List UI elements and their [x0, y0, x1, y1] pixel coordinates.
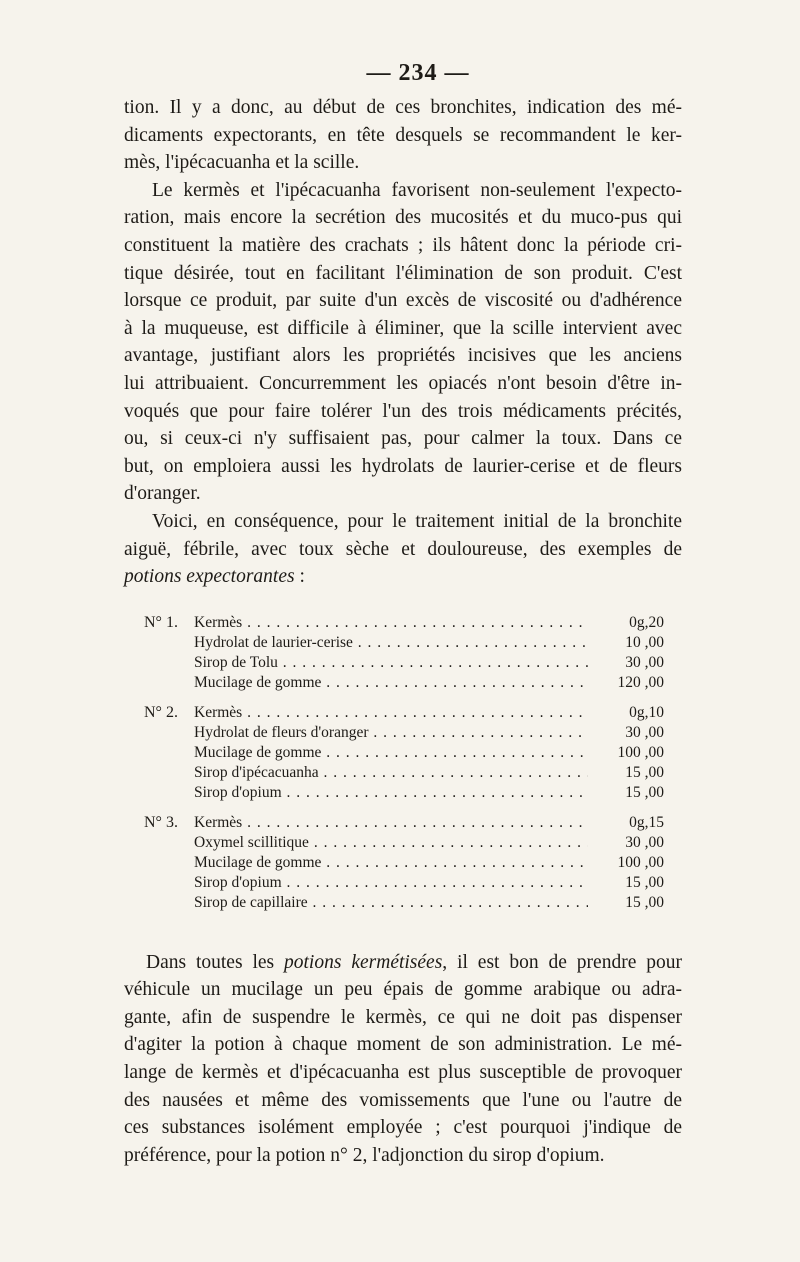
text-line: dicaments expectorants, en tête desquels se recommandent le ker-: [124, 124, 682, 146]
ingredient-name: Sirop d'ipécacuanha . . .: [194, 763, 588, 783]
recipe-1: [144, 613, 664, 693]
page-number: — 234 —: [366, 60, 470, 86]
italic-term: potions kermétisées: [284, 951, 443, 973]
ingredient-name: Sirop d'opium . . .: [194, 873, 588, 893]
paragraph-closing: [124, 949, 682, 977]
text-line: but, on emploiera aussi les hydrolats de laurier-cerise et de fleurs: [124, 455, 682, 477]
ingredient-name: Hydrolat de fleurs d'oranger . . .: [194, 723, 588, 743]
text-line: préférence, pour la potion n° 2, l'adjonction du sirop d'opium.: [124, 1144, 605, 1166]
recipe-2: [144, 703, 664, 803]
ingredient-quantity: 15 ,00: [625, 893, 664, 911]
text-line: [146, 949, 682, 977]
ingredient-name: Mucilage de gomme . . .: [194, 853, 588, 873]
ingredient-quantity: 30 ,00: [625, 723, 664, 741]
book-page: [124, 60, 682, 1169]
ingredient-quantity: 100 ,00: [617, 743, 664, 761]
text-fragment: Dans toutes les: [146, 951, 285, 973]
ingredient-name: Mucilage de gomme . . .: [194, 673, 588, 693]
text-line: mès, l'ipécacuanha et la scille.: [124, 152, 360, 174]
recipe-row: [144, 763, 664, 783]
ingredient-quantity: 15 ,00: [625, 873, 664, 891]
ingredient-name: Sirop de Tolu . . .: [194, 653, 588, 673]
ingredient-quantity: 15 ,00: [625, 763, 664, 781]
recipe-3: [144, 813, 664, 913]
ingredient-name: Hydrolat de laurier-cerise . . .: [194, 633, 588, 653]
text-line: d'oranger.: [124, 483, 201, 505]
recipe-row: [144, 873, 664, 893]
text-fragment: , il est bon de prendre pour: [442, 951, 682, 973]
ingredient-name: Kermès . . .: [194, 703, 588, 723]
text-line: lange de kermès et d'ipécacuanha est plus susceptible de provoquer: [124, 1062, 682, 1084]
text-line: ration, mais encore la secrétion des mucosités et du muco-pus qui: [124, 207, 682, 229]
text-line: Le kermès et l'ipécacuanha favorisent non-seulement l'expecto-: [152, 179, 682, 201]
ingredient-quantity: 120 ,00: [617, 673, 664, 691]
ingredient-quantity: 0g,10: [629, 703, 664, 721]
text-line: Voici, en conséquence, pour le traitement initial de la bronchite: [152, 510, 682, 532]
ingredient-name: Sirop d'opium . . .: [194, 783, 588, 803]
recipe-row: [144, 893, 664, 913]
ingredient-name: Oxymel scillitique . . .: [194, 833, 588, 853]
ingredient-quantity: 10 ,00: [625, 633, 664, 651]
recipe-row: [144, 833, 664, 853]
text-line: lorsque ce produit, par suite d'un excès de viscosité ou d'adhérence: [124, 290, 682, 312]
paragraph-voici: [124, 508, 682, 536]
ingredient-name: Kermès . . .: [194, 613, 588, 633]
recipe-row: [144, 813, 664, 833]
ingredient-name: Mucilage de gomme . . .: [194, 743, 588, 763]
text-line: gante, afin de suspendre le kermès, ce qui ne doit pas dispenser: [124, 1006, 682, 1028]
ingredient-quantity: 15 ,00: [625, 783, 664, 801]
text-line: constituent la matière des crachats ; ils hâtent donc la période cri-: [124, 234, 682, 256]
text-fragment: :: [294, 566, 305, 588]
ingredient-quantity: 30 ,00: [625, 653, 664, 671]
paragraph-kermes: [124, 177, 682, 205]
recipe-list: [144, 613, 664, 913]
recipe-row: [144, 853, 664, 873]
text-line: [124, 563, 682, 591]
text-line: ou, si ceux-ci n'y suffisaient pas, pour calmer la toux. Dans ce: [124, 428, 682, 450]
ingredient-quantity: 0g,20: [629, 613, 664, 631]
text-line: des nausées et même des vomissements que l'une ou l'autre de: [124, 1089, 682, 1111]
text-line: voqués que pour faire tolérer l'un des trois médicaments précités,: [124, 400, 682, 422]
paragraph-kermes-continued: [124, 204, 682, 508]
recipe-number: N° 2.: [144, 703, 178, 721]
text-line: aiguë, fébrile, avec toux sèche et douloureuse, des exemples de: [124, 538, 682, 560]
text-line: avantage, justifiant alors les propriétés incisives que les anciens: [124, 345, 682, 367]
text-line: à la muqueuse, est difficile à éliminer, que la scille intervient avec: [124, 317, 682, 339]
ingredient-quantity: 30 ,00: [625, 833, 664, 851]
text-line: tion. Il y a donc, au début de ces bronchites, indication des mé-: [124, 97, 682, 118]
recipe-row: [144, 703, 664, 723]
text-line: d'agiter la potion à chaque moment de son administration. Le mé-: [124, 1034, 682, 1056]
ingredient-name: Sirop de capillaire . . .: [194, 893, 588, 913]
recipe-number: N° 3.: [144, 813, 178, 831]
ingredient-quantity: 0g,15: [629, 813, 664, 831]
text-line: lui attribuaient. Concurremment les opiacés n'ont besoin d'être in-: [124, 372, 682, 394]
recipe-row: [144, 673, 664, 693]
italic-term: potions expectorantes: [124, 566, 295, 588]
recipe-row: [144, 723, 664, 743]
recipe-row: [144, 783, 664, 803]
text-line: tique désirée, tout en facilitant l'élimination de son produit. C'est: [124, 262, 682, 284]
paragraph-intro: [124, 94, 682, 177]
paragraph-closing-continued: [124, 976, 682, 1169]
recipe-number: N° 1.: [144, 613, 178, 631]
recipe-row: [144, 743, 664, 763]
text-line: véhicule un mucilage un peu épais de gomme arabique ou adra-: [124, 979, 682, 1001]
ingredient-quantity: 100 ,00: [617, 853, 664, 871]
ingredient-name: Kermès . . .: [194, 813, 588, 833]
recipe-row: [144, 633, 664, 653]
recipe-row: [144, 653, 664, 673]
recipe-row: [144, 613, 664, 633]
text-line: ces substances isolément employée ; c'est pourquoi j'indique de: [124, 1117, 682, 1139]
paragraph-voici-continued: [124, 536, 682, 591]
